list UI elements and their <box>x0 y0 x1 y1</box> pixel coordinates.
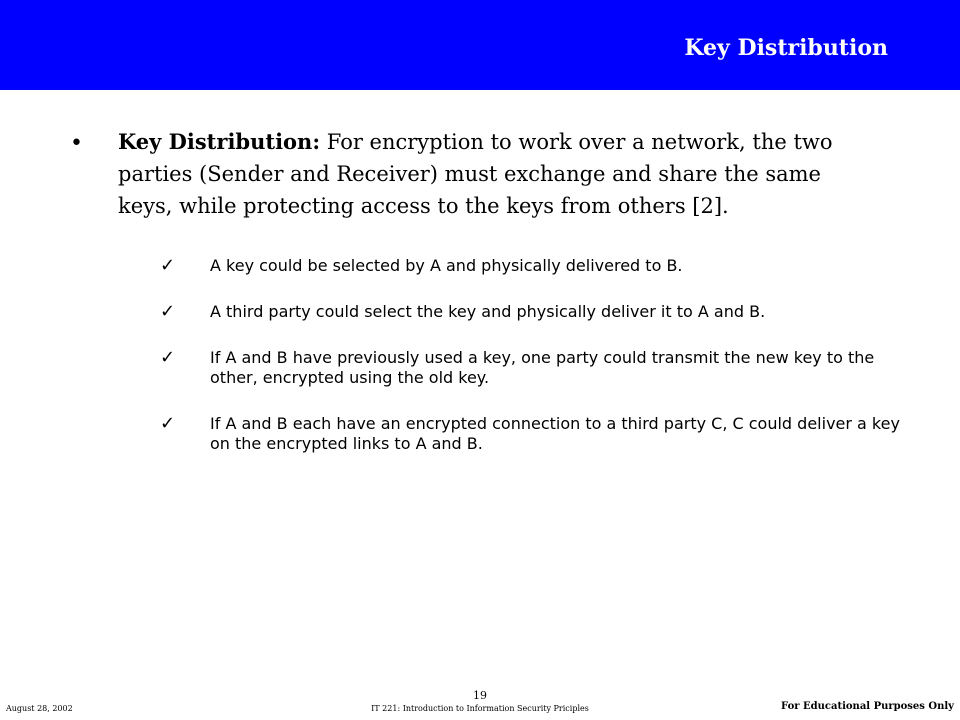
checkmark-icon: ✓ <box>160 301 176 322</box>
check-item <box>160 414 900 454</box>
checkmark-icon: ✓ <box>160 413 176 434</box>
checkmark-icon: ✓ <box>160 347 176 368</box>
check-list <box>160 256 900 480</box>
check-item <box>160 302 900 322</box>
check-item-text: A key could be selected by A and physically delivered to B. <box>210 256 683 275</box>
footer-note: For Educational Purposes Only <box>781 701 954 712</box>
check-item-text: A third party could select the key and physically deliver it to A and B. <box>210 302 766 321</box>
check-item-text: If A and B have previously used a key, one party could transmit the new key to the other, encrypted using the old key. <box>210 348 875 387</box>
main-bullet-term: Key Distribution: <box>118 129 321 154</box>
main-bullet <box>70 126 860 222</box>
bullet-dot-icon: • <box>70 131 83 156</box>
main-bullet-body: For encryption to work over a network, the two parties (Sender and Receiver) must exchange and share the same keys, while protecting access to the keys from others [2]. <box>118 130 833 218</box>
check-item-text: If A and B each have an encrypted connection to a third party C, C could deliver a key on the encrypted links to A and B. <box>210 414 900 453</box>
checkmark-icon: ✓ <box>160 255 176 276</box>
slide-title: Key Distribution <box>684 35 888 61</box>
footer-date: August 28, 2002 <box>6 704 73 713</box>
page-number: 19 <box>473 689 487 702</box>
main-bullet-text <box>118 126 860 222</box>
header-bar <box>0 0 960 90</box>
footer-course: IT 221: Introduction to Information Security Priciples <box>371 704 589 713</box>
check-item <box>160 348 900 388</box>
check-item <box>160 256 900 276</box>
